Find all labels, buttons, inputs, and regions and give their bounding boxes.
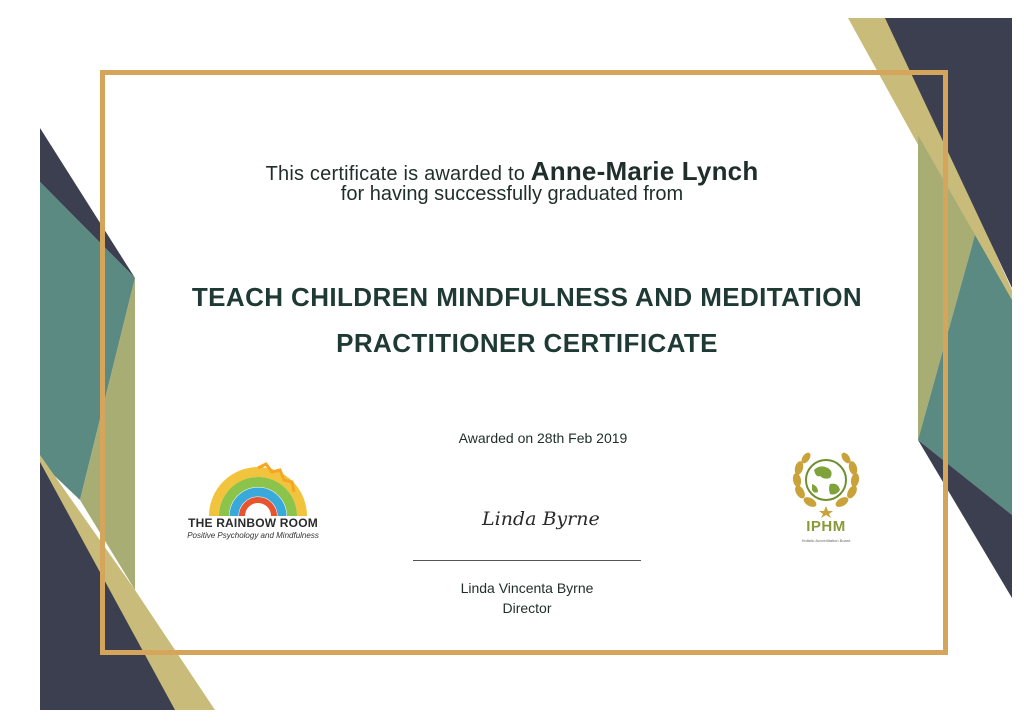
director-signature: Linda Byrne bbox=[482, 508, 600, 530]
rainbow-logo-icon bbox=[208, 458, 308, 516]
course-title-line1: TEACH CHILDREN MINDFULNESS AND MEDITATION bbox=[191, 282, 863, 312]
rainbow-room-name: THE RAINBOW ROOM bbox=[188, 516, 318, 530]
rainbow-room-tagline: Positive Psychology and Mindfulness bbox=[187, 531, 319, 540]
globe-laurel-icon bbox=[790, 448, 862, 518]
signature-line bbox=[413, 560, 641, 561]
iphm-subtitle: Holistic Accreditation Board bbox=[801, 538, 851, 543]
intro-prefix: This certificate is awarded to bbox=[265, 163, 526, 185]
course-title-line2: PRACTITIONER CERTIFICATE bbox=[336, 328, 718, 358]
iphm-logo bbox=[780, 448, 872, 552]
signer-name: Linda Vincenta Byrne bbox=[460, 580, 594, 596]
award-date: Awarded on 28th Feb 2019 bbox=[458, 430, 628, 446]
rainbow-room-logo bbox=[168, 458, 338, 548]
signer-title: Director bbox=[502, 600, 552, 616]
award-reason: for having successfully graduated from bbox=[340, 183, 684, 205]
iphm-name: IPHM bbox=[806, 518, 846, 535]
recipient-name: Anne-Marie Lynch bbox=[530, 156, 759, 186]
